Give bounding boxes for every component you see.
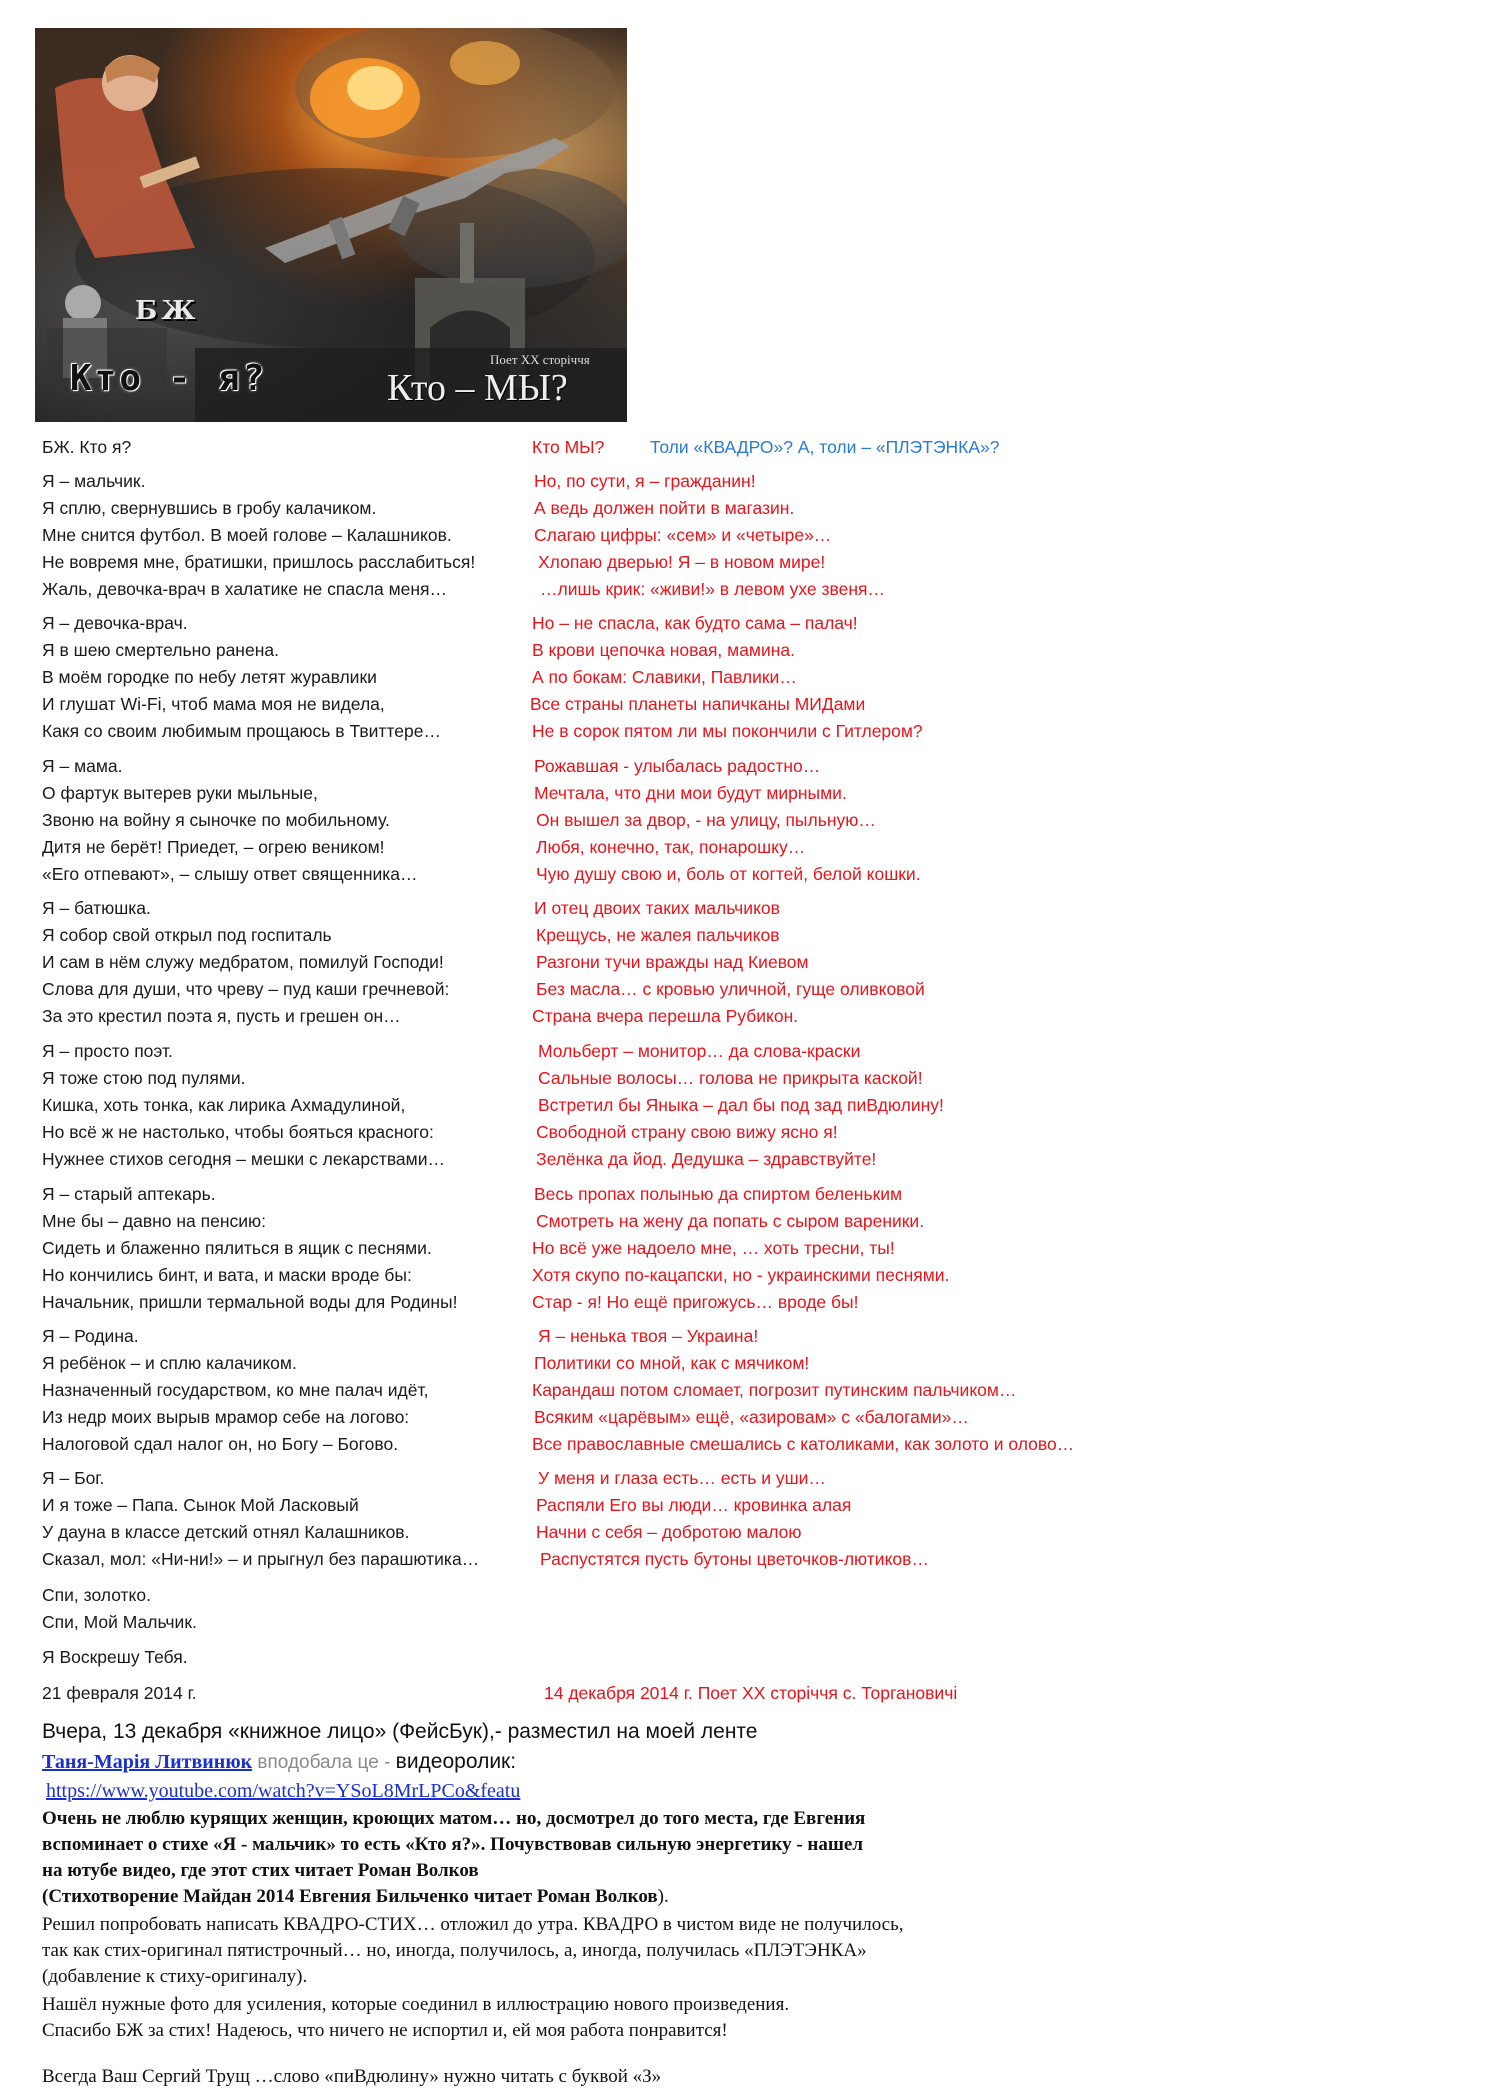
caption-poet: Поет XX сторіччя — [490, 352, 590, 367]
stanza-3-left-2: О фартук вытерев руки мыльные, — [42, 783, 318, 803]
stanza-1-right-4: Хлопаю дверью! Я – в новом мире! — [538, 552, 826, 572]
stanza-5-left-2: Я тоже стою под пулями. — [42, 1068, 246, 1088]
stanza-7-left-2: Я ребёнок – и сплю калачиком. — [42, 1353, 297, 1373]
stanza-2-right-4: Все страны планеты напичканы МИДами — [530, 694, 866, 714]
stanza-5-right-2: Сальные волосы… голова не прикрыта каской! — [538, 1068, 923, 1088]
stanza-1-left-2: Я сплю, свернувшись в гробу калачиком. — [42, 498, 377, 518]
stanza-1-left-4: Не вовремя мне, братишки, пришлось расслабиться! — [42, 552, 476, 572]
caption-kto-my: Кто – МЫ? — [387, 367, 568, 409]
footer-p1-line-1: Очень не люблю курящих женщин, кроющих матом… но, досмотрел до того места, где Евгения — [42, 1808, 866, 1829]
stanza-7-right-2: Политики со мной, как с мячиком! — [534, 1353, 810, 1373]
stanza-4-left-4: Слова для души, что чреву – пуд каши гречневой: — [42, 979, 450, 999]
stanza-2-left-4: И глушат Wi-Fi, чтоб мама моя не видела, — [42, 694, 385, 714]
stanza-5-right-1: Мольберт – монитор… да слова-краски — [538, 1041, 861, 1061]
stanza-3-left-5: «Его отпевают», – слышу ответ священника… — [42, 864, 418, 884]
stanza-3-right-4: Любя, конечно, так, понарошку… — [536, 837, 806, 857]
stanza-4-right-3: Разгони тучи вражды над Киевом — [536, 952, 809, 972]
stanza-1-left-5: Жаль, девочка-врач в халатике не спасла меня… — [42, 579, 448, 599]
stanza-7-right-3: Карандаш потом сломает, погрозит путинским пальчиком… — [532, 1380, 1017, 1400]
ending-line-1: Спи, золотко. — [42, 1585, 152, 1605]
stanza-1-left-3: Мне снится футбол. В моей голове – Калашников. — [42, 525, 452, 545]
stanza-3-left-4: Дитя не берёт! Приедет, – огрею веником! — [42, 837, 385, 857]
stanza-7-right-1: Я – ненька твоя – Украина! — [538, 1326, 759, 1346]
footer-p2-line-1: Решил попробовать написать КВАДРО-СТИХ… отложил до утра. КВАДРО в чистом виде не получилось, — [42, 1914, 904, 1935]
collage-illustration — [35, 28, 627, 422]
stanza-1-right-5: …лишь крик: «живи!» в левом ухе звеня… — [540, 579, 886, 599]
stanza-2-left-5: Какя со своим любимым прощаюсь в Твиттере… — [42, 721, 441, 741]
stanza-1-right-1: Но, по сути, я – гражданин! — [534, 471, 756, 491]
stanza-3-right-5: Чую душу свою и, боль от когтей, белой кошки. — [536, 864, 921, 884]
header-right-title: Кто МЫ? — [532, 437, 605, 457]
stanza-7-right-5: Все православные смешались с католиками, как золото и олово… — [532, 1434, 1075, 1454]
footer-p2-line-2: так как стих-оригинал пятистрочный… но, иногда, получилось, а, иногда, получилась «ПЛЭТЭНКА» — [42, 1940, 867, 1961]
stanza-7-left-3: Назначенный государством, ко мне палач идёт, — [42, 1380, 429, 1400]
stanza-6-right-5: Стар - я! Но ещё пригожусь… вроде бы! — [532, 1292, 859, 1312]
stanza-6-left-4: Но кончились бинт, и вата, и маски вроде бы: — [42, 1265, 412, 1285]
stanza-4-right-5: Страна вчера перешла Рубикон. — [532, 1006, 799, 1026]
video-word: видеоролик: — [395, 1750, 517, 1773]
footer-line-2 — [42, 1750, 516, 1774]
stanza-8-left-2: И я тоже – Папа. Сынок Мой Ласковый — [42, 1495, 359, 1515]
ending-line-2: Спи, Мой Мальчик. — [42, 1612, 197, 1632]
stanza-2-left-2: Я в шею смертельно ранена. — [42, 640, 279, 660]
stanza-1-right-2: А ведь должен пойти в магазин. — [534, 498, 795, 518]
stanza-3-right-2: Мечтала, что дни мои будут мирными. — [534, 783, 847, 803]
stanza-1-left-1: Я – мальчик. — [42, 471, 146, 491]
header-right-subtitle: Толи «КВАДРО»? А, толи – «ПЛЭТЭНКА»? — [650, 437, 1000, 457]
stanza-2-right-5: Не в сорок пятом ли мы покончили с Гитлером? — [532, 721, 923, 741]
stanza-6-left-5: Начальник, пришли термальной воды для Родины! — [42, 1292, 458, 1312]
stanza-3-left-3: Звоню на войну я сыночке по мобильному. — [42, 810, 390, 830]
stanza-5-left-4: Но всё ж не настолько, чтобы бояться красного: — [42, 1122, 434, 1142]
stanza-2-right-3: А по бокам: Славики, Павлики… — [532, 667, 797, 687]
stanza-6-right-1: Весь пропах полынью да спиртом беленьким — [534, 1184, 903, 1204]
footer-line-1: Вчера, 13 декабря «книжное лицо» (ФейсБук),- разместил на моей ленте — [42, 1720, 758, 1743]
stanza-5-right-4: Свободной страну свою вижу ясно я! — [536, 1122, 838, 1142]
stanza-5-left-3: Кишка, хоть тонка, как лирика Ахмадулиной, — [42, 1095, 406, 1115]
stanza-3-left-1: Я – мама. — [42, 756, 123, 776]
caption-bj: БЖ — [135, 296, 200, 326]
stanza-4-left-3: И сам в нём служу медбратом, помилуй Господи! — [42, 952, 444, 972]
stanza-6-left-3: Сидеть и блаженно пялиться в ящик с песнями. — [42, 1238, 432, 1258]
stanza-4-left-1: Я – батюшка. — [42, 898, 151, 918]
stanza-7-left-1: Я – Родина. — [42, 1326, 139, 1346]
footer-p1-line-3: на ютубе видео, где этот стих читает Роман Волков — [42, 1860, 479, 1881]
youtube-link[interactable]: https://www.youtube.com/watch?v=YSoL8MrLPCo&featu — [46, 1780, 521, 1802]
stanza-5-right-3: Встретил бы Яныка – дал бы под зад пиВдюлину! — [538, 1095, 944, 1115]
stanza-7-left-5: Налоговой сдал налог он, но Богу – Богово. — [42, 1434, 399, 1454]
ending-line-3: Я Воскрешу Тебя. — [42, 1647, 188, 1667]
stanza-8-left-3: У дауна в классе детский отнял Калашников. — [42, 1522, 410, 1542]
footer-p1-line-2: вспоминает о стихе «Я - мальчик» то есть «Кто я?». Почувствовав сильную энергетику - нашел — [42, 1834, 863, 1855]
stanza-8-left-4: Сказал, мол: «Ни-ни!» – и прыгнул без парашютика… — [42, 1549, 480, 1569]
footer-p3-line-2: Спасибо БЖ за стих! Надеюсь, что ничего не испортил и, ей моя работа понравится! — [42, 2020, 728, 2041]
stanza-4-right-4: Без масла… с кровью уличной, гуще оливковой — [536, 979, 925, 999]
stanza-4-left-5: За это крестил поэта я, пусть и грешен он… — [42, 1006, 401, 1026]
footer-p1-bold-line — [42, 1886, 669, 1908]
stanza-2-left-1: Я – девочка-врач. — [42, 613, 188, 633]
stanza-5-left-1: Я – просто поэт. — [42, 1041, 173, 1061]
stanza-8-right-3: Начни с себя – добротою малою — [536, 1522, 802, 1542]
stanza-2-right-1: Но – не спасла, как будто сама – палач! — [532, 613, 858, 633]
stanza-6-right-3: Но всё уже надоело мне, … хоть тресни, ты! — [532, 1238, 895, 1258]
stanza-6-left-1: Я – старый аптекарь. — [42, 1184, 216, 1204]
footer-p2-line-3: (добавление к стиху-оригиналу). — [42, 1966, 308, 1987]
stanza-7-left-4: Из недр моих вырыв мрамор себе на логово: — [42, 1407, 410, 1427]
stanza-8-right-4: Распустятся пусть бутоны цветочков-лютиков… — [540, 1549, 929, 1569]
stanza-4-right-1: И отец двоих таких мальчиков — [534, 898, 780, 918]
stanza-5-right-5: Зелёнка да йод. Дедушка – здравствуйте! — [536, 1149, 877, 1169]
poem-reference: (Стихотворение Майдан 2014 Евгения Бильченко читает Роман Волков — [42, 1886, 658, 1907]
caption-kto-ya: Кто - я? — [70, 358, 268, 399]
stanza-2-right-2: В крови цепочка новая, мамина. — [532, 640, 795, 660]
author-link[interactable]: Таня-Марія Литвинюк — [42, 1751, 253, 1773]
footer-p3-line-1: Нашёл нужные фото для усиления, которые соединил в иллюстрацию нового произведения. — [42, 1994, 790, 2015]
stanza-4-left-2: Я собор свой открыл под госпиталь — [42, 925, 332, 945]
header-left-title: БЖ. Кто я? — [42, 437, 132, 457]
stanza-7-right-4: Всяким «царёвым» ещё, «азировам» с «балогами»… — [534, 1407, 969, 1427]
date-right: 14 декабря 2014 г. Поет XX сторіччя с. Торгановичі — [544, 1683, 958, 1703]
stanza-8-right-1: У меня и глаза есть… есть и уши… — [538, 1468, 826, 1488]
stanza-6-right-4: Хотя скупо по-кацапски, но - украинскими песнями. — [532, 1265, 950, 1285]
stanza-2-left-3: В моём городке по небу летят журавлики — [42, 667, 377, 687]
stanza-8-left-1: Я – Бог. — [42, 1468, 105, 1488]
stanza-4-right-2: Крещусь, не жалея пальчиков — [536, 925, 780, 945]
poem-reference-tail: ). — [657, 1886, 669, 1907]
liked-text: вподобала це - — [252, 1752, 396, 1773]
stanza-8-right-2: Распяли Его вы люди… кровинка алая — [536, 1495, 852, 1515]
stanza-1-right-3: Слагаю цифры: «сем» и «четыре»… — [534, 525, 832, 545]
footer-signature: Всегда Ваш Сергий Трущ …слово «пиВдюлину» нужно читать с буквой «З» — [42, 2066, 662, 2087]
stanza-6-right-2: Смотреть на жену да попать с сыром вареники. — [536, 1211, 925, 1231]
stanza-3-right-1: Рожавшая - улыбалась радостно… — [534, 756, 821, 776]
date-left: 21 февраля 2014 г. — [42, 1683, 197, 1703]
stanza-3-right-3: Он вышел за двор, - на улицу, пыльную… — [536, 810, 876, 830]
footer-url-line — [46, 1780, 520, 1803]
stanza-5-left-5: Нужнее стихов сегодня – мешки с лекарствами… — [42, 1149, 445, 1169]
stanza-6-left-2: Мне бы – давно на пенсию: — [42, 1211, 267, 1231]
